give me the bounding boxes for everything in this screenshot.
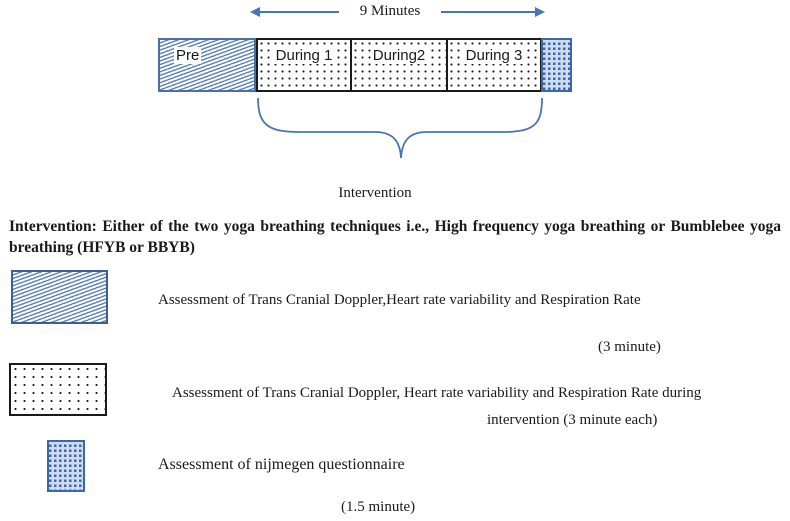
legend-duration-pre: (3 minute) xyxy=(598,339,661,355)
segment-during-1-label: During 1 xyxy=(275,47,333,64)
legend-text-during: Assessment of Trans Cranial Doppler, Heart rate variability and Respiration Rate during xyxy=(172,385,702,401)
legend-text-pre: Assessment of Trans Cranial Doppler,Heart rate variability and Respiration Rate xyxy=(158,292,641,308)
segment-during-2-label: During2 xyxy=(372,47,426,64)
legend-text-during-cont: intervention (3 minute each) xyxy=(487,412,658,428)
legend-swatch-during xyxy=(9,363,107,416)
intervention-label: Intervention xyxy=(338,185,412,201)
legend-swatch-pre xyxy=(11,270,108,324)
legend-swatch-post xyxy=(47,440,85,492)
legend-text-post: Assessment of nijmegen questionnaire xyxy=(158,456,405,473)
segment-pre-label: Pre xyxy=(176,47,200,64)
legend-duration-post: (1.5 minute) xyxy=(341,499,416,515)
segment-during-3-label: During 3 xyxy=(465,47,523,64)
intervention-description: Intervention: Either of the two yoga breathing techniques i.e., High frequency yoga breathing or Bumblebee yoga breathing (HFYB or BBYB) xyxy=(9,218,781,256)
intervention-brace xyxy=(0,0,790,180)
duration-label: 9 Minutes xyxy=(359,3,421,19)
